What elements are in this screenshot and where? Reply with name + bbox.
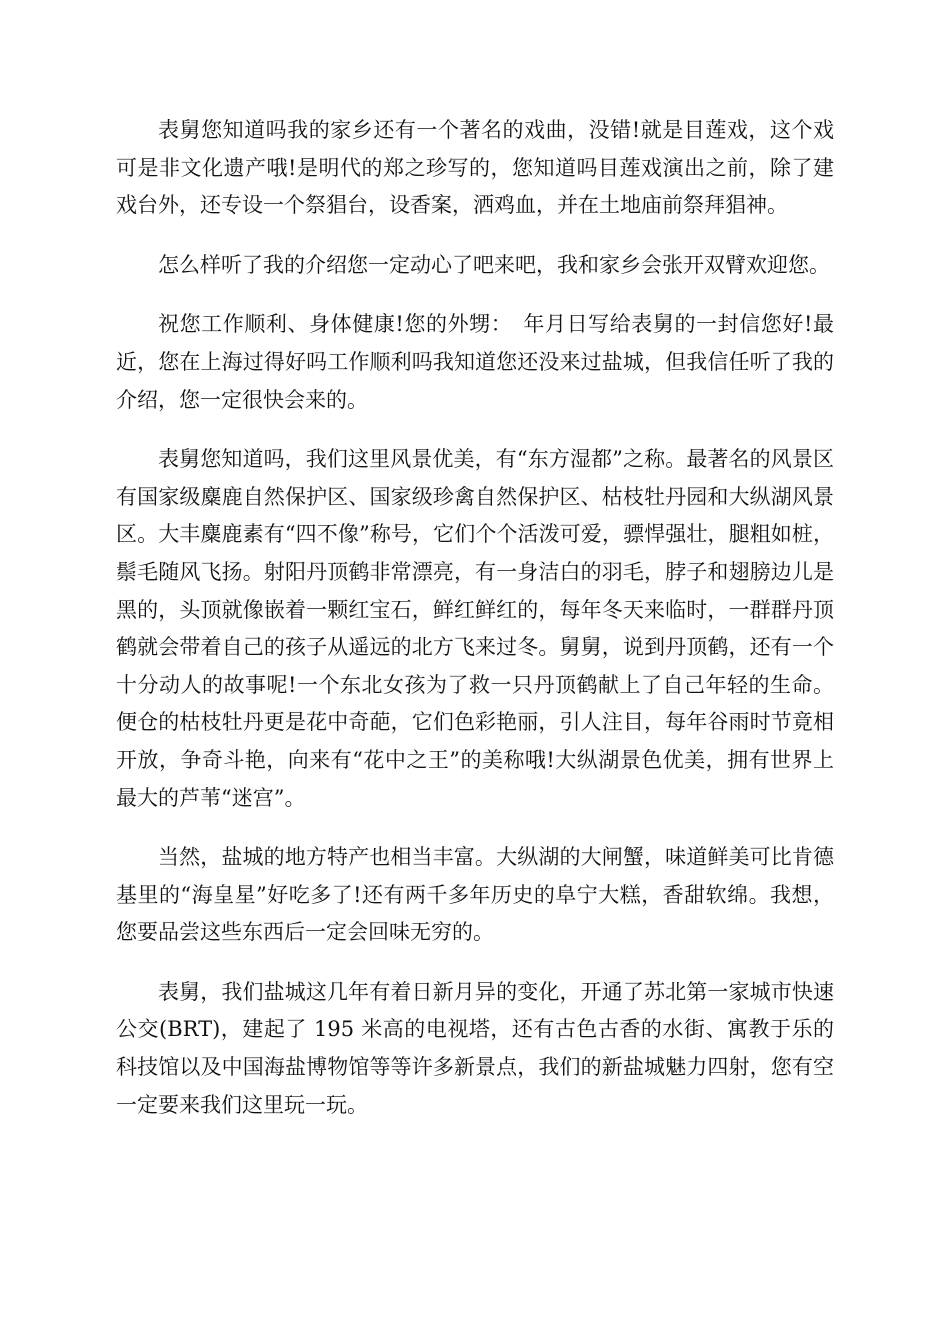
paragraph-scenery: 表舅您知道吗，我们这里风景优美，有“东方湿都”之称。最著名的风景区有国家级麋鹿自然保护区、国家级珍禽自然保护区、枯枝牡丹园和大纵湖风景区。大丰麋鹿素有“四不像”称号，它们个个活泼可爱，骠悍强壮，腿粗如桩，鬃毛随风飞扬。射阳丹顶鹤非常漂亮，有一身洁白的羽毛，脖子和翅膀边儿是黑的，头顶就像嵌着一颗红宝石，鲜红鲜红的，每年冬天来临时，一群群丹顶鹤就会带着自己的孩子从遥远的北方飞来过冬。舅舅，说到丹顶鹤，还有一个十分动人的故事呢!一个东北女孩为了救一只丹顶鹤献上了自己年轻的生命。便仓的枯枝牡丹更是花中奇葩，它们色彩艳丽，引人注目，每年谷雨时节竟相开放，争奇斗艳，向来有“花中之王”的美称哦!大纵湖景色优美，拥有世界上最大的芦苇“迷宫”。 xyxy=(116,447,834,810)
document-page xyxy=(116,112,834,1146)
paragraph-city-changes: 表舅，我们盐城这几年有着日新月异的变化，开通了苏北第一家城市快速公交(BRT)，建起了 195 米高的电视塔，还有古色古香的水街、寓教于乐的科技馆以及中国海盐博物馆等等许多新景点，我们的新盐城魅力四射，您有空一定要来我们这里玩一玩。 xyxy=(116,979,834,1117)
paragraph-welcome: 怎么样听了我的介绍您一定动心了吧来吧，我和家乡会张开双臂欢迎您。 xyxy=(158,252,830,277)
paragraph-opera: 表舅您知道吗我的家乡还有一个著名的戏曲，没错!就是目莲戏，这个戏可是非文化遗产哦!是明代的郑之珍写的，您知道吗目莲戏演出之前，除了建戏台外，还专设一个祭猖台，设香案，洒鸡血，并在土地庙前祭拜猖神。 xyxy=(116,118,834,218)
paragraph-specialties: 当然，盐城的地方特产也相当丰富。大纵湖的大闸蟹，味道鲜美可比肯德基里的“海皇星”好吃多了!还有两千多年历史的阜宁大糕，香甜软绵。我想，您要品尝这些东西后一定会回味无穷的。 xyxy=(116,845,834,945)
paragraph-greeting: 祝您工作顺利、身体健康!您的外甥： 年月日写给表舅的一封信您好!最近，您在上海过得好吗工作顺利吗我知道您还没来过盐城，但我信任听了我的介绍，您一定很快会来的。 xyxy=(116,312,834,412)
